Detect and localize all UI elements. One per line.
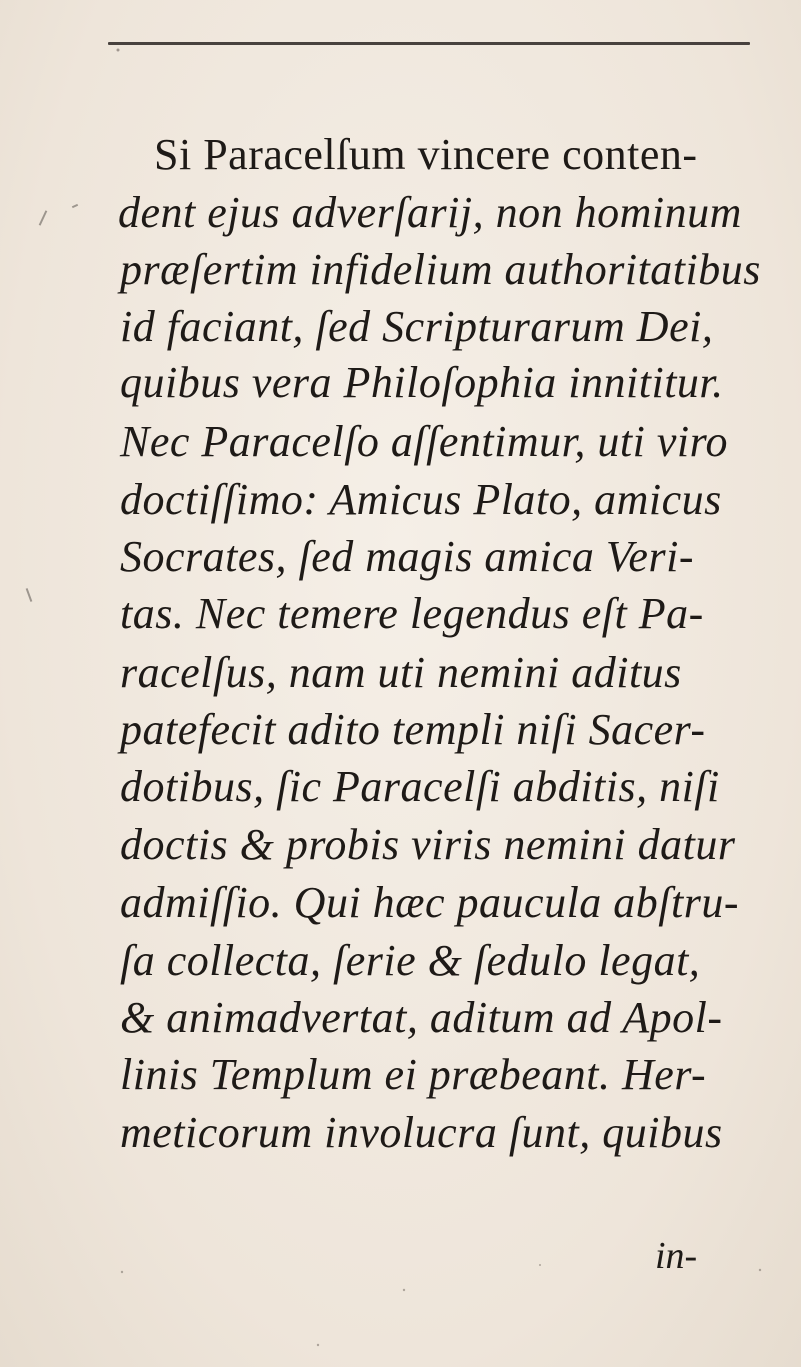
- speck: [121, 1271, 123, 1273]
- text-line: doctiſſimo: Amicus Plato, amicus: [120, 475, 722, 524]
- text-line: admiſſio. Qui hæc paucula abſtru-: [120, 878, 740, 927]
- speck: [117, 49, 120, 52]
- text-line: meticorum involucra ſunt, quibus: [120, 1108, 723, 1157]
- catchword: in-: [655, 1235, 698, 1277]
- text-line: Si Paracelſum vincere conten-: [154, 130, 698, 179]
- text-line: ſa collecta, ſerie & ſedulo legat,: [120, 936, 701, 985]
- text-line: linis Templum ei præbeant. Her-: [120, 1050, 707, 1099]
- text-line: racelſus, nam uti nemini aditus: [120, 648, 682, 697]
- text-line: tas. Nec temere legendus eſt Pa-: [120, 589, 704, 638]
- text-line: Nec Paracelſo aſſentimur, uti viro: [120, 417, 729, 466]
- speck: [317, 1344, 319, 1346]
- text-line: dent ejus adverſarij, non hominum: [118, 188, 742, 237]
- speck: [759, 1269, 761, 1271]
- speck: [539, 1264, 541, 1266]
- text-line: præſertim infidelium authoritatibus: [120, 245, 761, 294]
- text-line: doctis & probis viris nemini datur: [120, 820, 736, 869]
- text-line: dotibus, ſic Paracelſi abditis, niſi: [120, 762, 720, 811]
- speck: [403, 1289, 405, 1291]
- text-line: & animadvertat, aditum ad Apol-: [120, 993, 723, 1042]
- text-line: quibus vera Philoſophia innititur.: [120, 358, 724, 407]
- text-line: patefecit adito templi niſi Sacer-: [120, 705, 706, 754]
- text-line: id faciant, ſed Scripturarum Dei,: [120, 302, 714, 351]
- text-line: Socrates, ſed magis amica Veri-: [120, 532, 694, 581]
